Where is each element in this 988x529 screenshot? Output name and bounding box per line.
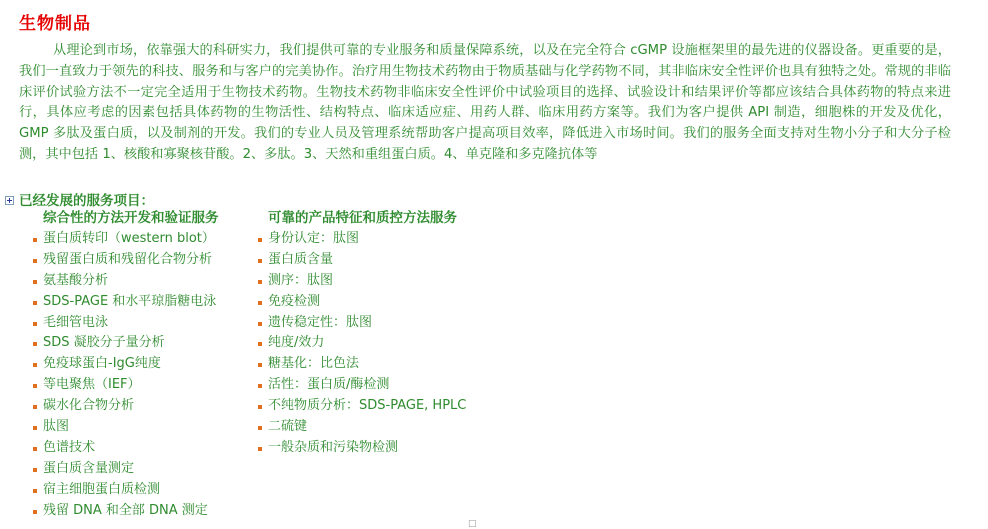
- square-bullet-icon: [258, 342, 262, 346]
- list-item: [258, 375, 466, 396]
- square-bullet-icon: [33, 280, 37, 284]
- list-item: [33, 354, 219, 375]
- square-bullet-icon: [258, 363, 262, 367]
- list-item-label: 不纯物质分析：SDS-PAGE, HPLC: [268, 398, 467, 414]
- list-item-label: SDS-PAGE 和水平琼脂糖电泳: [43, 293, 217, 309]
- list-item: [33, 229, 219, 250]
- list-item-label: 蛋白质转印（western blot）: [43, 231, 215, 246]
- square-bullet-icon: [33, 489, 37, 493]
- square-bullet-icon: [33, 384, 37, 388]
- list-item-label: 宿主细胞蛋白质检测: [43, 481, 161, 497]
- square-bullet-icon: [33, 322, 37, 326]
- right-service-column: [258, 208, 466, 459]
- list-item: [258, 396, 466, 417]
- list-item: [33, 501, 219, 522]
- square-bullet-icon: [33, 447, 37, 451]
- square-bullet-icon: [33, 468, 37, 472]
- list-item: [258, 354, 466, 375]
- list-item-label: 遗传稳定性：肽图: [268, 314, 373, 330]
- list-item-label: 氨基酸分析: [43, 272, 109, 288]
- list-item: [258, 271, 466, 292]
- left-service-list: [33, 229, 219, 521]
- square-bullet-icon: [33, 405, 37, 409]
- list-item-label: 活性：蛋白质/酶检测: [268, 377, 390, 393]
- left-column-title: 综合性的方法开发和验证服务: [43, 210, 219, 226]
- list-item: [33, 417, 219, 438]
- list-item: [33, 480, 219, 501]
- list-item: [33, 313, 219, 334]
- list-item: [258, 250, 466, 271]
- list-item-label: 蛋白质含量测定: [43, 460, 135, 476]
- square-bullet-icon: [258, 301, 262, 305]
- square-bullet-icon: [33, 510, 37, 514]
- list-item: [33, 271, 219, 292]
- list-item: [33, 438, 219, 459]
- list-item: [33, 292, 219, 313]
- list-item: [258, 313, 466, 334]
- list-item-label: 碳水化合物分析: [43, 398, 135, 414]
- list-item-label: 蛋白质含量: [268, 251, 334, 267]
- list-item-label: 二硫键: [268, 419, 308, 435]
- page-title: 生物制品: [19, 14, 91, 34]
- list-item-label: 毛细管电泳: [43, 314, 109, 330]
- list-item: [258, 417, 466, 438]
- list-item-label: 身份认定：肽图: [268, 231, 360, 246]
- plus-box-icon[interactable]: [5, 196, 14, 205]
- list-item-label: SDS 凝胶分子量分析: [43, 335, 165, 351]
- list-item-label: 残留 DNA 和全部 DNA 测定: [43, 502, 208, 518]
- list-item-label: 肽图: [43, 419, 70, 435]
- list-item: [33, 250, 219, 271]
- square-bullet-icon: [258, 259, 262, 263]
- list-item: [258, 438, 466, 459]
- list-item: [33, 459, 219, 480]
- list-item-label: 测序：肽图: [268, 272, 334, 288]
- square-bullet-icon: [33, 259, 37, 263]
- square-bullet-icon: [33, 342, 37, 346]
- services-heading: 已经发展的服务项目：: [19, 193, 154, 209]
- list-item-label: 等电聚焦（IEF）: [43, 377, 141, 393]
- list-item-label: 免疫检测: [268, 293, 321, 309]
- square-bullet-icon: [33, 363, 37, 367]
- square-bullet-icon: [258, 405, 262, 409]
- square-bullet-icon: [258, 322, 262, 326]
- list-item: [33, 375, 219, 396]
- square-bullet-icon: [258, 280, 262, 284]
- right-service-list: [258, 229, 466, 459]
- list-item: [33, 396, 219, 417]
- list-item-label: 色谱技术: [43, 439, 96, 455]
- list-item-label: 残留蛋白质和残留化合物分析: [43, 251, 213, 267]
- square-bullet-icon: [258, 426, 262, 430]
- list-item: [258, 292, 466, 313]
- list-item-label: 免疫球蛋白-IgG纯度: [43, 356, 161, 372]
- square-bullet-icon: [258, 238, 262, 242]
- list-item: [258, 333, 466, 354]
- list-item-label: 一般杂质和污染物检测: [268, 439, 399, 455]
- list-item-label: 纯度/效力: [268, 335, 325, 351]
- square-bullet-icon: [33, 238, 37, 242]
- list-item: [258, 229, 466, 250]
- list-item-label: 糖基化：比色法: [268, 356, 360, 372]
- square-bullet-icon: [258, 384, 262, 388]
- intro-paragraph: 从理论到市场，依靠强大的科研实力，我们提供可靠的专业服务和质量保障系统，以及在完全符合 cGMP 设施框架里的最先进的仪器设备。更重要的是，我们一直致力于领先的科技、服务和与客户的完美协作。治疗用生物技术药物由于物质基础与化学药物不同，其非临床安全性评价也具有独特之处。常规的非临床评价试验方法不一定完全适用于生物技术药物。生物技术药物非临床安全性评价中试验项目的选择、试验设计和结果评价等都应该结合具体药物的特点来进行，具体应考虑的因素包括具体药物的生物活性、结构特点、临床适应症、用药人群、临床用药方案等。我们为客户提供 API 制造，细胞株的开发及优化， GMP 多肽及蛋白质，以及制剂的开发。我们的专业人员及管理系统帮助客户提高项目效率，降低进入市场时间。我们的服务全面支持对生物小分子和大分子检测，其中包括 1、核酸和寡聚核苷酸。2、多肽。3、天然和重组蛋白质。4、单克隆和多克隆抗体等: [19, 43, 951, 162]
- square-bullet-icon: [33, 301, 37, 305]
- list-item: [33, 333, 219, 354]
- square-bullet-icon: [258, 447, 262, 451]
- square-bullet-icon: [33, 426, 37, 430]
- left-service-column: [33, 208, 219, 521]
- right-column-title: 可靠的产品特征和质控方法服务: [268, 210, 457, 226]
- bottom-marker: □: [468, 519, 477, 529]
